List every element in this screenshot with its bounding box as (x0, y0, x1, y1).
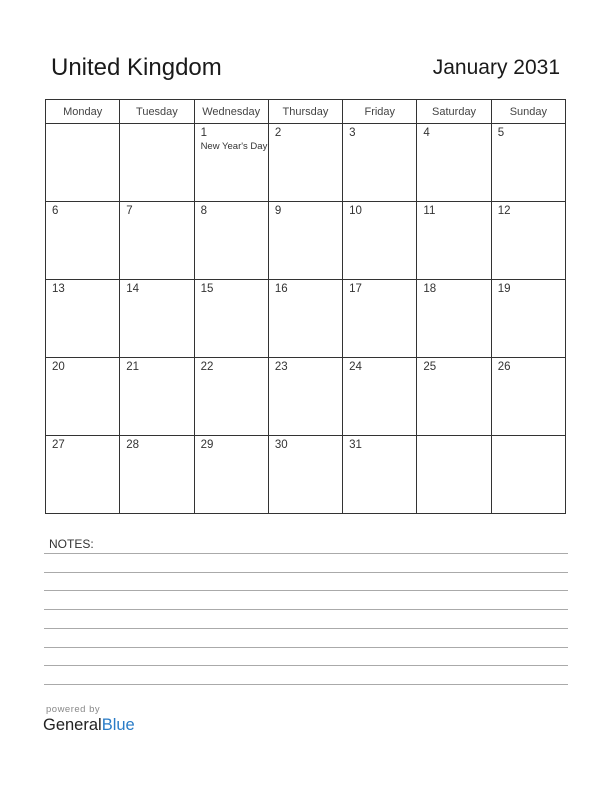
day-number: 6 (52, 205, 59, 217)
day-number: 12 (497, 205, 511, 217)
day-cell (120, 202, 194, 280)
day-number: 14 (126, 283, 140, 295)
day-cell (417, 358, 491, 436)
weekday-header: Sunday (491, 100, 565, 124)
day-cell (194, 202, 268, 280)
day-number: 16 (274, 283, 288, 295)
day-cell (194, 280, 268, 358)
weekday-header: Thursday (268, 100, 342, 124)
day-cell (46, 358, 120, 436)
day-number: 25 (423, 361, 437, 373)
day-number (417, 436, 490, 439)
month-title: January 2031 (432, 56, 560, 79)
week-row (46, 202, 566, 280)
brand-general-text: General (43, 716, 102, 734)
day-number: 29 (200, 439, 214, 451)
day-cell (46, 436, 120, 514)
day-number: 21 (126, 361, 140, 373)
day-number: 19 (497, 283, 511, 295)
weekday-header: Tuesday (120, 100, 194, 124)
weekday-header: Monday (46, 100, 120, 124)
day-number: 20 (52, 361, 65, 373)
day-cell (120, 358, 194, 436)
calendar-grid (45, 99, 566, 514)
day-cell (194, 124, 268, 202)
day-cell (343, 202, 417, 280)
day-number: 31 (349, 439, 362, 451)
day-cell (417, 202, 491, 280)
day-number: 26 (497, 361, 511, 373)
day-cell (417, 280, 491, 358)
day-cell (491, 358, 565, 436)
day-cell (268, 358, 342, 436)
week-row (46, 124, 566, 202)
note-line (44, 609, 568, 610)
day-cell (120, 280, 194, 358)
weekday-header-row (46, 100, 566, 124)
holiday-label: New Year's Day (200, 141, 268, 152)
day-number: 18 (423, 283, 437, 295)
day-number: 1 (200, 127, 207, 139)
day-number (120, 124, 193, 127)
day-cell (417, 124, 491, 202)
day-cell (417, 436, 491, 514)
day-number: 5 (497, 127, 505, 139)
brand-blue-text: Blue (101, 716, 135, 734)
week-row (46, 436, 566, 514)
day-cell (46, 280, 120, 358)
day-cell (343, 124, 417, 202)
day-cell (268, 436, 342, 514)
notes-label: NOTES: (49, 537, 94, 551)
day-cell (46, 202, 120, 280)
day-number: 2 (274, 127, 282, 139)
note-line (44, 628, 568, 629)
day-number: 11 (423, 205, 436, 217)
day-number: 9 (274, 205, 282, 217)
day-number: 24 (349, 361, 362, 373)
day-number: 23 (274, 361, 288, 373)
day-number: 10 (349, 205, 362, 217)
day-number: 15 (200, 283, 214, 295)
day-number: 17 (349, 283, 362, 295)
day-cell (194, 358, 268, 436)
day-cell (268, 280, 342, 358)
note-line (44, 590, 568, 591)
day-cell (343, 280, 417, 358)
weekday-header: Friday (343, 100, 417, 124)
brand-logo (43, 716, 135, 735)
day-cell (491, 124, 565, 202)
note-line (44, 572, 568, 573)
week-row (46, 280, 566, 358)
day-number: 4 (423, 127, 430, 139)
day-cell (268, 124, 342, 202)
note-line (44, 647, 568, 648)
day-number: 8 (200, 205, 207, 217)
day-cell (491, 280, 565, 358)
day-number: 27 (52, 439, 65, 451)
day-cell (491, 202, 565, 280)
day-number: 3 (349, 127, 356, 139)
note-line (44, 553, 568, 554)
day-cell (268, 202, 342, 280)
day-cell (491, 436, 565, 514)
weekday-header: Saturday (417, 100, 491, 124)
day-cell (194, 436, 268, 514)
day-number: 22 (200, 361, 214, 373)
day-cell (46, 124, 120, 202)
day-cell (120, 436, 194, 514)
day-number: 30 (274, 439, 288, 451)
week-row (46, 358, 566, 436)
powered-by-text: powered by (46, 704, 101, 715)
day-cell (120, 124, 194, 202)
note-line (44, 665, 568, 666)
day-number: 7 (126, 205, 133, 217)
day-cell (343, 436, 417, 514)
country-title: United Kingdom (51, 54, 222, 81)
note-line (44, 684, 568, 685)
weekday-header: Wednesday (194, 100, 268, 124)
day-number (492, 436, 565, 439)
day-cell (343, 358, 417, 436)
day-number: 13 (52, 283, 65, 295)
day-number: 28 (126, 439, 140, 451)
day-number (46, 124, 119, 127)
